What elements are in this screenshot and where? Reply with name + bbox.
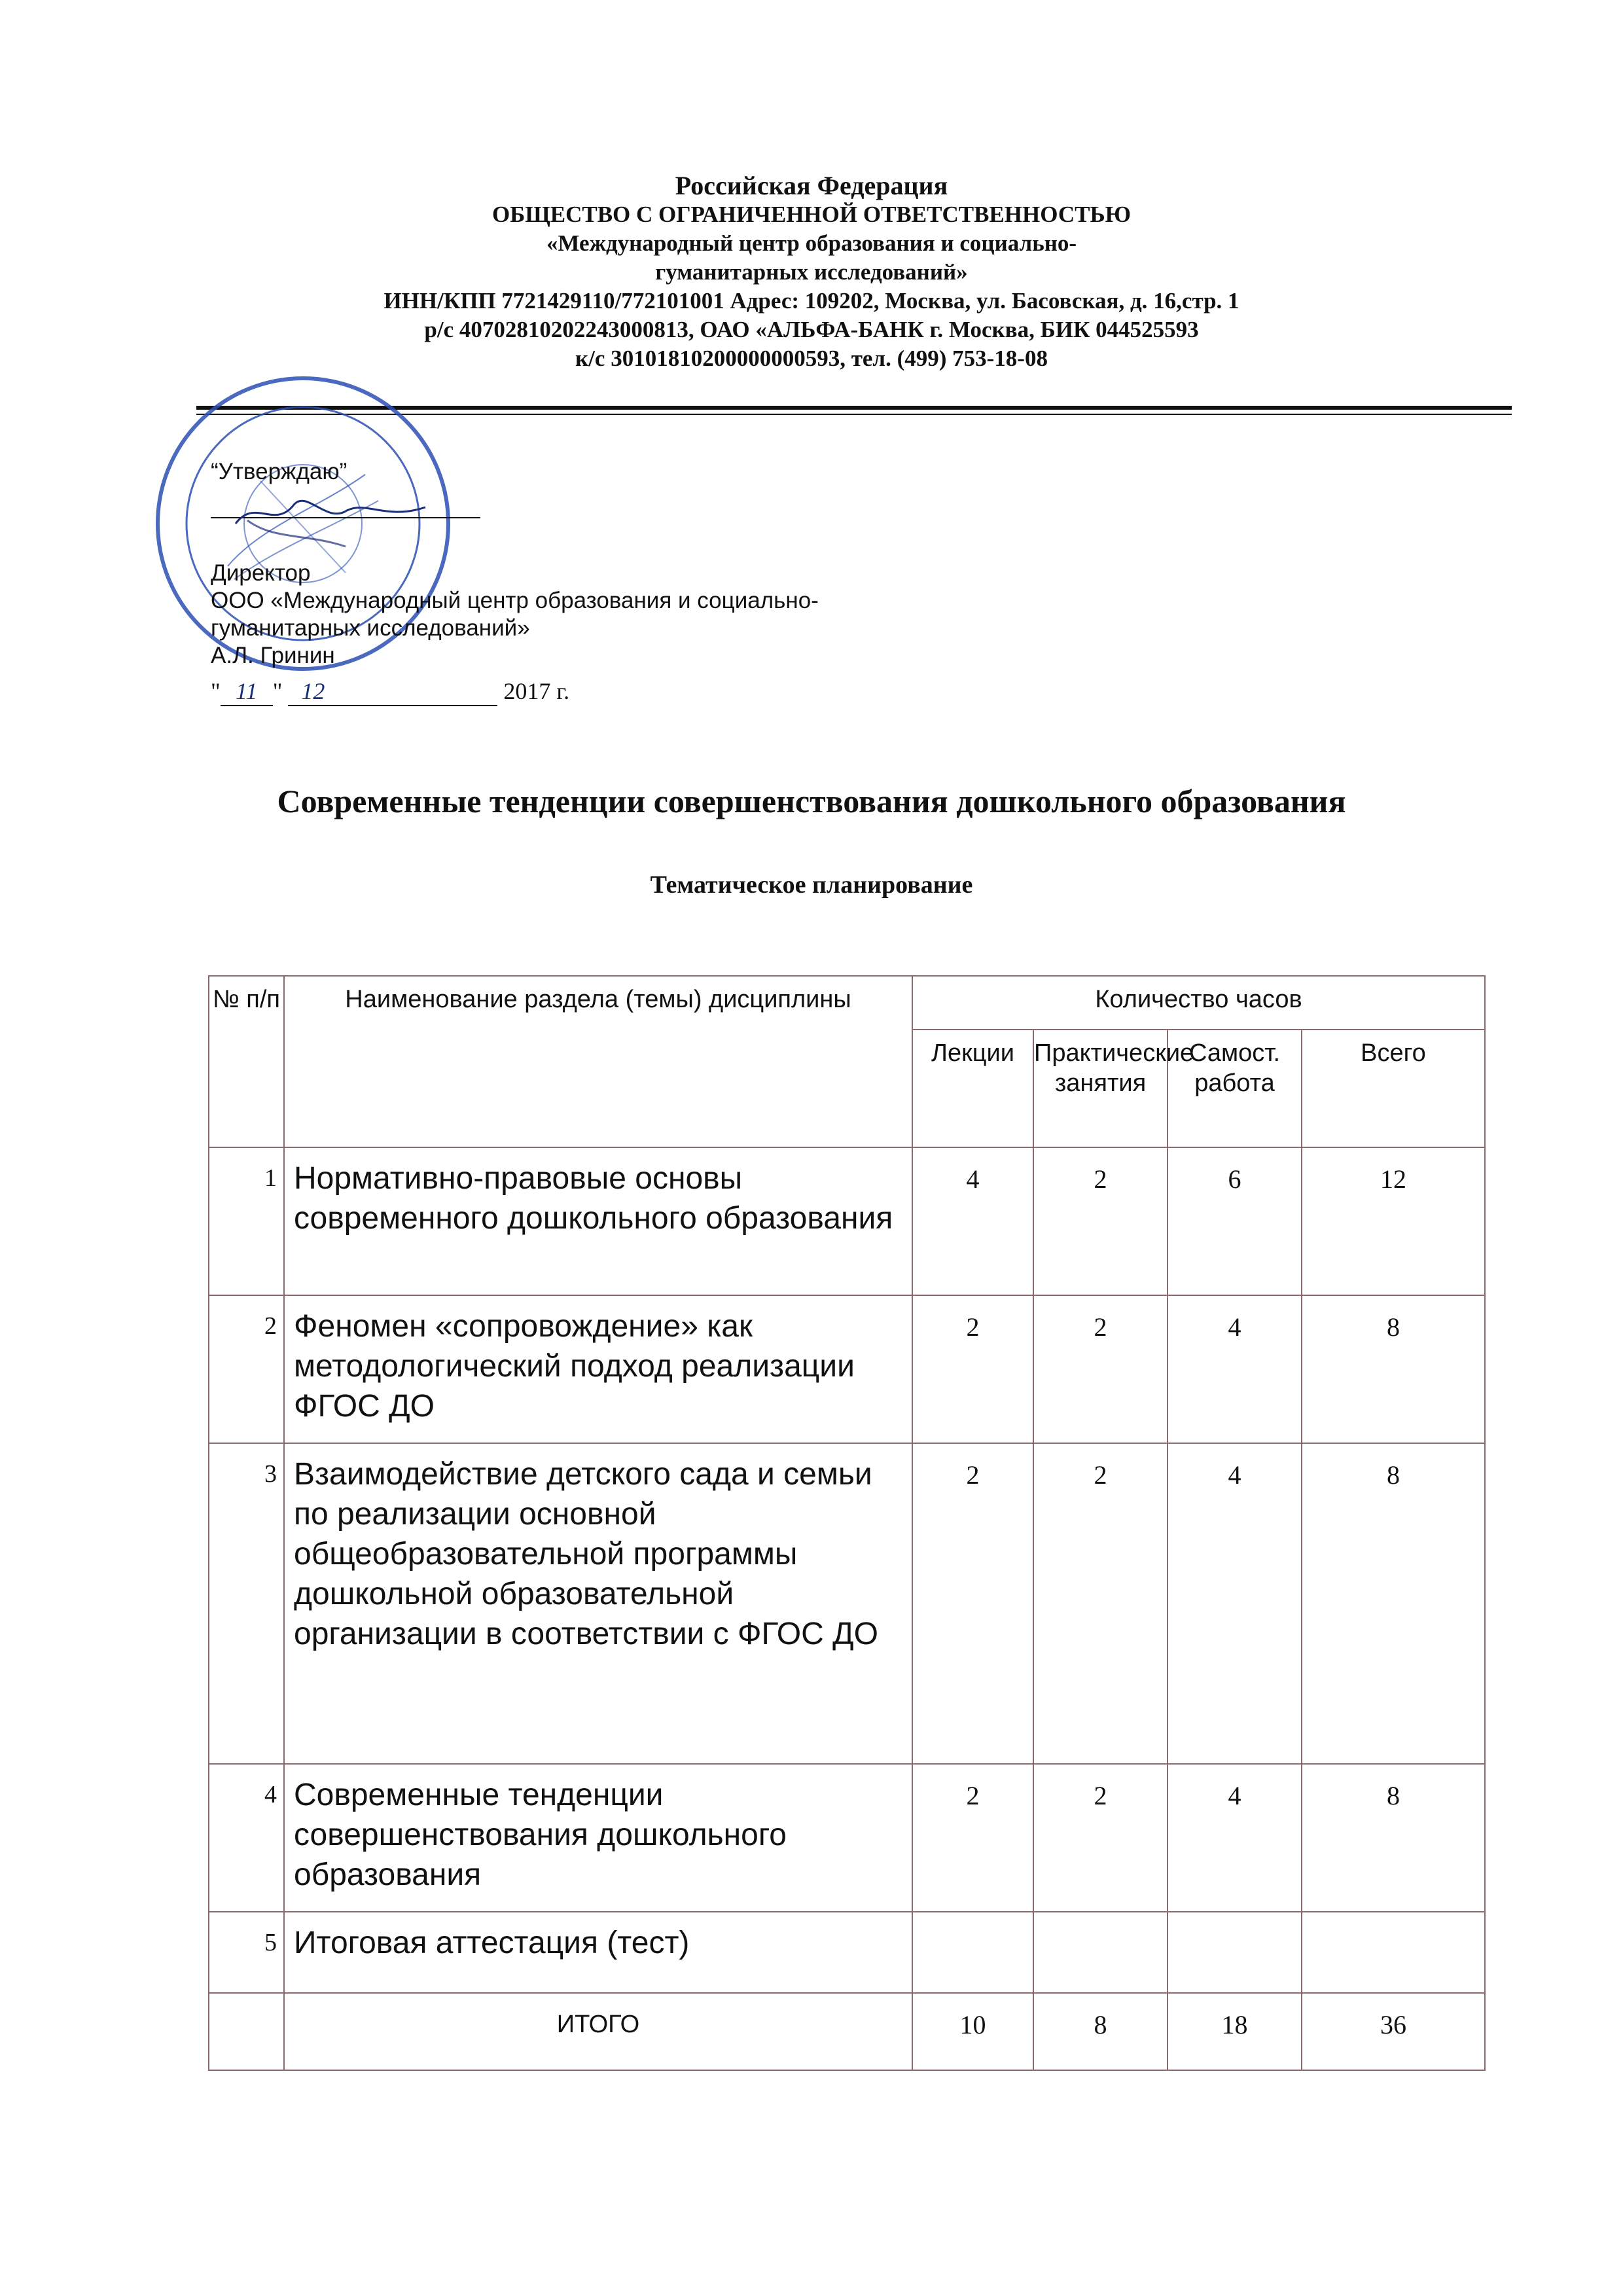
- document-subtitle: Тематическое планирование: [650, 871, 973, 899]
- letterhead-corr-account: к/с 30101810200000000593, тел. (499) 753-18-08: [575, 346, 1048, 371]
- row-self-study: [1168, 1912, 1302, 1993]
- letterhead-country: Российская Федерация: [675, 171, 948, 200]
- row-topic: Нормативно-правовые основы современного дошкольного образования: [284, 1147, 912, 1295]
- letterhead-bank-account: р/с 40702810202243000813, ОАО «АЛЬФА-БАНК г. Москва, БИК 044525593: [424, 317, 1199, 342]
- date-month: 12: [288, 677, 497, 706]
- row-topic: Феномен «сопровождение» как методологический подход реализации ФГОС ДО: [284, 1295, 912, 1443]
- date-day: 11: [221, 677, 273, 706]
- header-hours: Количество часов: [912, 976, 1485, 1030]
- table-row: [209, 1443, 1485, 1764]
- row-lectures: 2: [912, 1443, 1033, 1764]
- table-row: [209, 1764, 1485, 1912]
- header-practice: Практические занятия: [1033, 1030, 1168, 1147]
- total-lectures: 10: [912, 1993, 1033, 2070]
- row-num: 2: [209, 1295, 284, 1443]
- date-mid: ": [272, 678, 289, 704]
- row-lectures: 2: [912, 1764, 1033, 1912]
- row-topic: Итоговая аттестация (тест): [284, 1912, 912, 1993]
- date-prefix: ": [211, 678, 221, 704]
- table-row: [209, 1147, 1485, 1295]
- approval-heading: “Утверждаю”: [211, 459, 348, 484]
- row-practice: 2: [1033, 1443, 1168, 1764]
- row-total: 8: [1302, 1443, 1485, 1764]
- table-total-row: [209, 1993, 1485, 2070]
- total-label: ИТОГО: [284, 1993, 912, 2070]
- row-num: 3: [209, 1443, 284, 1764]
- total-total: 36: [1302, 1993, 1485, 2070]
- letterhead-inn-address: ИНН/КПП 7721429110/772101001 Адрес: 109202, Москва, ул. Басовская, д. 16,стр. 1: [383, 288, 1240, 314]
- row-lectures: 2: [912, 1295, 1033, 1443]
- row-self-study: 6: [1168, 1147, 1302, 1295]
- approval-org-1: ООО «Международный центр образования и социально-: [211, 588, 819, 613]
- row-total: [1302, 1912, 1485, 1993]
- row-total: 12: [1302, 1147, 1485, 1295]
- letterhead-org-type: ОБЩЕСТВО С ОГРАНИЧЕННОЙ ОТВЕТСТВЕННОСТЬЮ: [491, 202, 1132, 227]
- row-practice: 2: [1033, 1147, 1168, 1295]
- approval-date: [211, 677, 569, 706]
- table-header-row: [209, 976, 1485, 1030]
- header-total: Всего: [1302, 1030, 1485, 1147]
- row-practice: 2: [1033, 1295, 1168, 1443]
- row-total: 8: [1302, 1764, 1485, 1912]
- date-suffix: 2017 г.: [497, 678, 570, 704]
- approval-name: А.Л. Гринин: [211, 643, 335, 668]
- row-num: 5: [209, 1912, 284, 1993]
- row-practice: 2: [1033, 1764, 1168, 1912]
- approval-position: Директор: [211, 560, 311, 586]
- letterhead-org-name-1: «Международный центр образования и социально-: [546, 230, 1077, 256]
- table-row: [209, 1295, 1485, 1443]
- total-self-study: 18: [1168, 1993, 1302, 2070]
- approval-org-2: гуманитарных исследований»: [211, 615, 530, 641]
- row-num: 1: [209, 1147, 284, 1295]
- director-signature: [229, 484, 445, 537]
- row-self-study: 4: [1168, 1295, 1302, 1443]
- header-lectures: Лекции: [912, 1030, 1033, 1147]
- row-self-study: 4: [1168, 1764, 1302, 1912]
- letterhead: [0, 171, 1623, 373]
- thematic-plan-table: [208, 975, 1486, 2071]
- row-topic: Современные тенденции совершенствования дошкольного образования: [284, 1764, 912, 1912]
- total-practice: 8: [1033, 1993, 1168, 2070]
- letterhead-org-name-2: гуманитарных исследований»: [655, 259, 968, 285]
- row-total: 8: [1302, 1295, 1485, 1443]
- row-num: 4: [209, 1764, 284, 1912]
- total-num-empty: [209, 1993, 284, 2070]
- table-row: [209, 1912, 1485, 1993]
- header-topic: Наименование раздела (темы) дисциплины: [284, 976, 912, 1147]
- document-title: Современные тенденции совершенствования дошкольного образования: [277, 783, 1346, 819]
- row-lectures: [912, 1912, 1033, 1993]
- header-self-study: Самост. работа: [1168, 1030, 1302, 1147]
- row-self-study: 4: [1168, 1443, 1302, 1764]
- row-practice: [1033, 1912, 1168, 1993]
- row-lectures: 4: [912, 1147, 1033, 1295]
- row-topic: Взаимодействие детского сада и семьи по реализации основной общеобразовательной программы дошкольной образовательной организации в соответствии с ФГОС ДО: [284, 1443, 912, 1764]
- header-num: № п/п: [209, 976, 284, 1147]
